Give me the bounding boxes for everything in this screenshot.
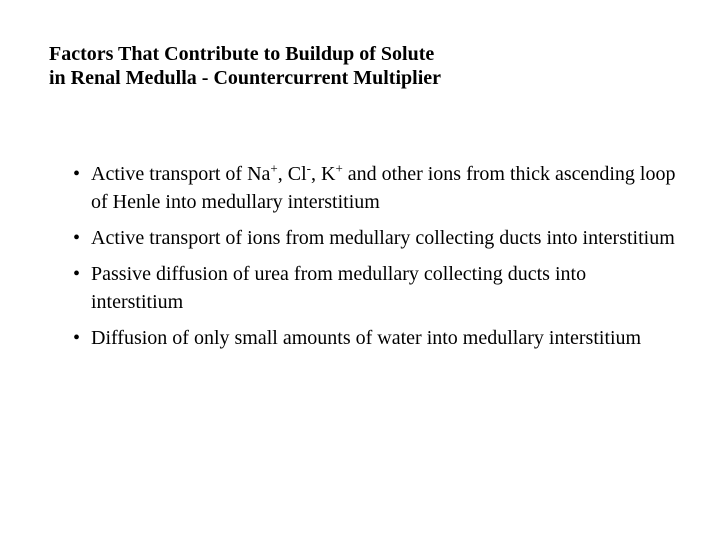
bullet-text: Active transport of Na bbox=[91, 163, 271, 185]
superscript-charge: + bbox=[335, 160, 343, 176]
bullet-text: , K bbox=[310, 163, 336, 185]
bullet-marker: • bbox=[73, 327, 81, 349]
bullet-text: , Cl bbox=[277, 163, 307, 185]
slide-title bbox=[49, 42, 669, 90]
bullet-text: Passive diffusion of urea from medullary collecting ducts into interstitium bbox=[91, 263, 587, 313]
slide-title-line-2: in Renal Medulla - Countercurrent Multiplier bbox=[49, 67, 442, 89]
bullet-item-passive-diffusion-urea bbox=[59, 260, 679, 316]
superscript-charge: - bbox=[306, 160, 311, 176]
bullet-item-active-transport-collecting-ducts bbox=[59, 224, 679, 252]
bullet-text: Diffusion of only small amounts of water into medullary interstitium bbox=[91, 327, 642, 349]
bullet-item-active-transport-loop-of-henle bbox=[59, 160, 679, 216]
bullet-marker: • bbox=[73, 227, 81, 249]
bullet-text: Active transport of ions from medullary collecting ducts into interstitium bbox=[91, 227, 675, 249]
bullet-list bbox=[59, 160, 679, 360]
superscript-charge: + bbox=[270, 160, 278, 176]
bullet-marker: • bbox=[73, 263, 81, 285]
bullet-text: and other ions from thick ascending loop of Henle into medullary interstitium bbox=[91, 163, 676, 213]
slide-title-line-1: Factors That Contribute to Buildup of Solute bbox=[49, 43, 435, 65]
bullet-marker: • bbox=[73, 163, 81, 185]
bullet-item-diffusion-water bbox=[59, 324, 679, 352]
